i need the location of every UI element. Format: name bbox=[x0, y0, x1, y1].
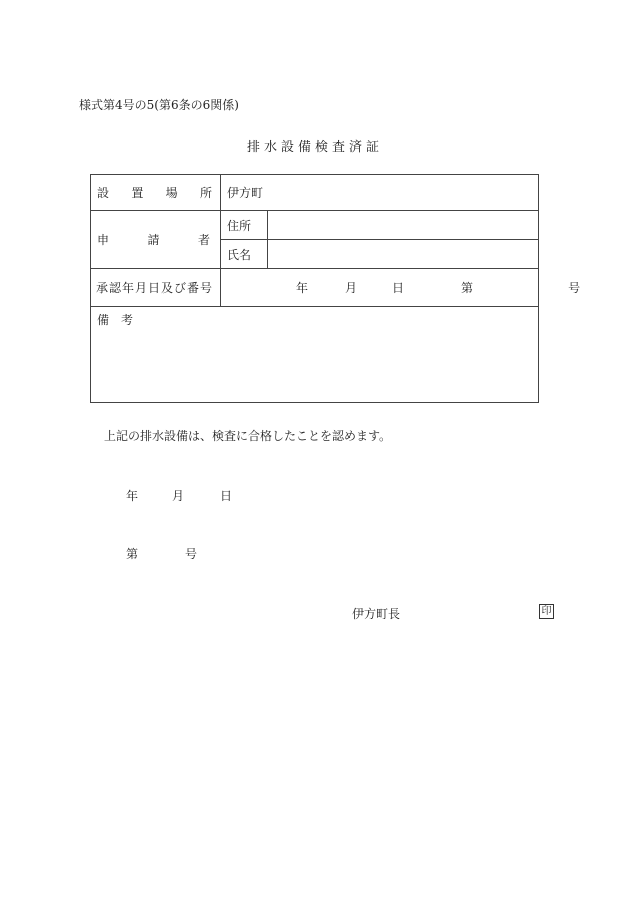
location-label-char: 所 bbox=[199, 186, 212, 200]
approval-label: 承認年月日及び番号 bbox=[91, 269, 221, 307]
remarks-label: 備 考 bbox=[97, 313, 134, 327]
location-row bbox=[91, 175, 539, 211]
approval-number-suffix: 号 bbox=[568, 281, 581, 295]
issue-number-prefix: 第 bbox=[126, 547, 139, 561]
remarks-cell bbox=[91, 307, 539, 403]
location-value: 伊方町 bbox=[221, 175, 539, 211]
approval-year-label: 年 bbox=[296, 281, 309, 295]
approval-day-label: 日 bbox=[392, 281, 405, 295]
name-label: 氏名 bbox=[221, 240, 268, 269]
form-reference: 様式第4号の5(第6条の6関係) bbox=[79, 98, 239, 112]
approval-number-prefix: 第 bbox=[461, 281, 474, 295]
document-title: 排水設備検査済証 bbox=[246, 140, 383, 155]
approval-month-label: 月 bbox=[345, 281, 358, 295]
address-row bbox=[91, 211, 539, 240]
issue-number-suffix: 号 bbox=[185, 547, 198, 561]
applicant-label-char: 請 bbox=[147, 233, 160, 247]
issue-year-label: 年 bbox=[126, 489, 139, 503]
location-label-char: 置 bbox=[131, 186, 144, 200]
issue-month-label: 月 bbox=[172, 489, 185, 503]
applicant-label-char: 申 bbox=[97, 233, 110, 247]
address-label: 住所 bbox=[221, 211, 268, 240]
applicant-label-char: 者 bbox=[197, 233, 210, 247]
address-value bbox=[268, 211, 539, 240]
inspection-form-table bbox=[90, 174, 581, 403]
issue-day-label: 日 bbox=[220, 489, 233, 503]
location-label-cell bbox=[91, 175, 221, 211]
approval-row bbox=[91, 269, 539, 307]
location-label-char: 場 bbox=[165, 186, 178, 200]
approval-statement: 上記の排水設備は、検査に合格したことを認めます。 bbox=[104, 429, 392, 443]
applicant-label-cell bbox=[91, 211, 221, 269]
approval-value-cell bbox=[221, 269, 581, 307]
seal-mark: 印 bbox=[539, 604, 554, 619]
issuer-name: 伊方町長 bbox=[352, 607, 401, 621]
location-label-char: 設 bbox=[97, 186, 110, 200]
name-value bbox=[268, 240, 539, 269]
remarks-row bbox=[91, 307, 539, 403]
